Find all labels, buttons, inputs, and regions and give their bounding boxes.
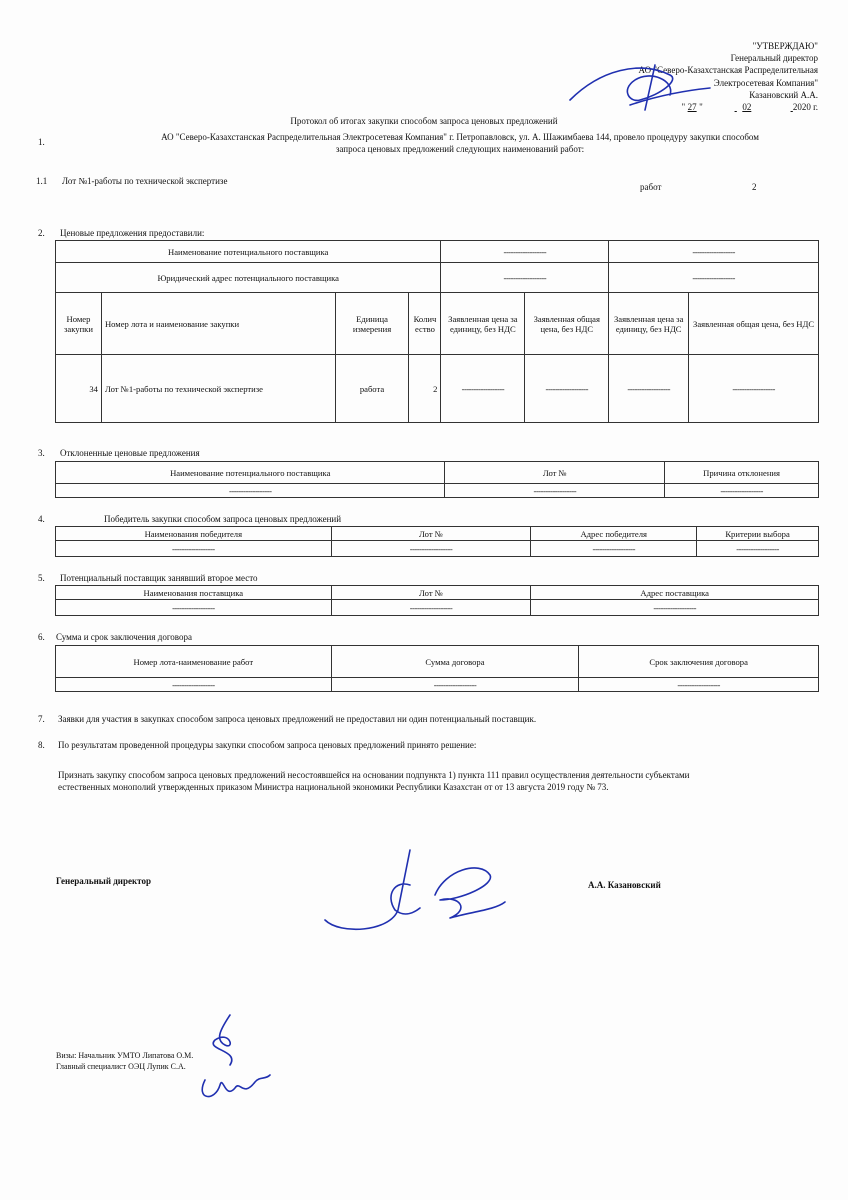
winner-table [55, 526, 819, 557]
rejected-h2: Лот № [445, 462, 665, 484]
s8-decision [58, 769, 818, 793]
row-qty: 2 [409, 355, 441, 423]
header-qty: Количество [409, 293, 441, 355]
second-h2: Лот № [331, 586, 531, 600]
header-price-total-2: Заявленная общая цена, без НДС [689, 293, 819, 355]
contract-h2: Сумма договора [331, 646, 579, 678]
header-price-unit-2: Заявленная цена за единицу, без НДС [609, 293, 689, 355]
row-num: 34 [56, 355, 102, 423]
approval-signature [560, 50, 720, 120]
second-h3: Адрес поставщика [531, 586, 819, 600]
header-unit: Единица измерения [335, 293, 409, 355]
winner-v4: ------------------ [697, 541, 819, 557]
contract-table [55, 645, 819, 692]
s5-heading: Потенциальный поставщик занявший второе место [60, 573, 258, 583]
director-signature [310, 840, 510, 940]
winner-v1: ------------------ [56, 541, 332, 557]
approval-org-line2: Электросетевая Компания" [713, 77, 818, 88]
approval-date: " 27 " 02 2020 г. [681, 102, 818, 113]
second-v1: ------------------ [56, 600, 332, 616]
s4-num: 4. [38, 514, 45, 524]
winner-h3: Адрес победителя [531, 527, 697, 541]
visa-line1: Визы: Начальник УМТО Липатова О.М. [56, 1051, 194, 1060]
sign-position: Генеральный директор [56, 876, 151, 886]
visa-line2: Главный специалист ОЭЦ Лупик С.А. [56, 1062, 186, 1071]
second-h1: Наименования поставщика [56, 586, 332, 600]
approval-position: Генеральный директор [730, 53, 818, 64]
s5-num: 5. [38, 573, 45, 583]
header-price-total-1: Заявленная общая цена, без НДС [525, 293, 609, 355]
supplier-label: Наименование потенциального поставщика [56, 241, 441, 263]
contract-h3: Срок заключения договора [579, 646, 819, 678]
contract-v2: ------------------ [331, 678, 579, 692]
contract-v3: ------------------ [579, 678, 819, 692]
offers-table [55, 240, 819, 423]
s6-heading: Сумма и срок заключения договора [56, 632, 192, 642]
header-price-unit-1: Заявленная цена за единицу, без НДС [441, 293, 525, 355]
s8-num: 8. [38, 740, 45, 750]
s6-num: 6. [38, 632, 45, 642]
approval-org-line1: АО "Северо-Казахстанская Распределительная [638, 65, 818, 76]
address-value-1: ------------------ [441, 263, 609, 293]
supplier-value-2: ------------------ [609, 241, 819, 263]
approval-stamp: "УТВЕРЖДАЮ" [752, 41, 818, 51]
rejected-v3: ------------------ [665, 484, 819, 498]
visa-signature [185, 1010, 275, 1105]
second-place-table [55, 585, 819, 616]
rejected-table [55, 461, 819, 498]
second-v2: ------------------ [331, 600, 531, 616]
row-price-unit-1: ------------------ [441, 355, 525, 423]
approval-day: 27 [687, 102, 697, 113]
rejected-v2: ------------------ [445, 484, 665, 498]
s3-heading: Отклоненные ценовые предложения [60, 448, 200, 458]
s2-num: 2. [38, 228, 45, 238]
intro-line2: запроса ценовых предложений следующих наименований работ: [335, 144, 585, 154]
contract-h1: Номер лота-наименование работ [56, 646, 332, 678]
lot-name: Лот №1-работы по технической экспертизе [62, 176, 228, 186]
rejected-v1: ------------------ [56, 484, 445, 498]
s2-heading: Ценовые предложения предоставили: [60, 228, 205, 238]
visas [56, 1050, 193, 1072]
header-lot: Номер лота и наименование закупки [101, 293, 335, 355]
row-lot: Лот №1-работы по технической экспертизе [101, 355, 335, 423]
s4-heading: Победитель закупки способом запроса ценовых предложений [104, 514, 342, 524]
s7-num: 7. [38, 714, 45, 724]
sign-name: А.А. Казановский [588, 880, 661, 890]
second-v3: ------------------ [531, 600, 819, 616]
document-title: Протокол об итогах закупки способом запроса ценовых предложений [290, 116, 558, 126]
s7-text: Заявки для участия в закупках способом запроса ценовых предложений не предоставил ни один потенциальный поставщик. [58, 714, 537, 724]
winner-h4: Критерии выбора [697, 527, 819, 541]
address-value-2: ------------------ [609, 263, 819, 293]
s8-text: По результатам проведенной процедуры закупки способом запроса ценовых предложений принято решение: [58, 740, 477, 750]
approval-name: Казановский А.А. [749, 89, 818, 100]
row-price-unit-2: ------------------ [609, 355, 689, 423]
winner-v2: ------------------ [331, 541, 531, 557]
rejected-h3: Причина отклонения [665, 462, 819, 484]
intro-line1: АО "Северо-Казахстанская Распределительная Электросетевая Компания" г. Петропавловск, ул. А. Шажимбаева 144, провело процедуру закупки способом [161, 132, 759, 142]
row-unit: работа [335, 355, 409, 423]
s8-decision-line2: естественных монополий утвержденных приказом Министра национальной экономики Республики Казахстан от от 13 августа 2019 году № 73. [58, 782, 609, 792]
winner-v3: ------------------ [531, 541, 697, 557]
row-price-total-2: ------------------ [689, 355, 819, 423]
winner-h1: Наименования победителя [56, 527, 332, 541]
supplier-value-1: ------------------ [441, 241, 609, 263]
s8-decision-line1: Признать закупку способом запроса ценовых предложений несостоявшейся на основании подпункта 1) пункта 111 правил осуществления деятельности субъектами [58, 770, 690, 780]
winner-h2: Лот № [331, 527, 531, 541]
address-label: Юридический адрес потенциального поставщика [56, 263, 441, 293]
contract-v1: ------------------ [56, 678, 332, 692]
row-price-total-1: ------------------ [525, 355, 609, 423]
intro-num: 1. [38, 137, 45, 147]
s3-num: 3. [38, 448, 45, 458]
approval-year: 2020 г. [792, 102, 818, 113]
approval-month: 02 [742, 102, 752, 113]
lot-num: 1.1 [36, 176, 48, 186]
rejected-h1: Наименование потенциального поставщика [56, 462, 445, 484]
lot-unit: работ [640, 182, 662, 192]
intro-text [110, 131, 810, 155]
header-num: Номер закупки [56, 293, 102, 355]
lot-qty: 2 [752, 182, 757, 192]
